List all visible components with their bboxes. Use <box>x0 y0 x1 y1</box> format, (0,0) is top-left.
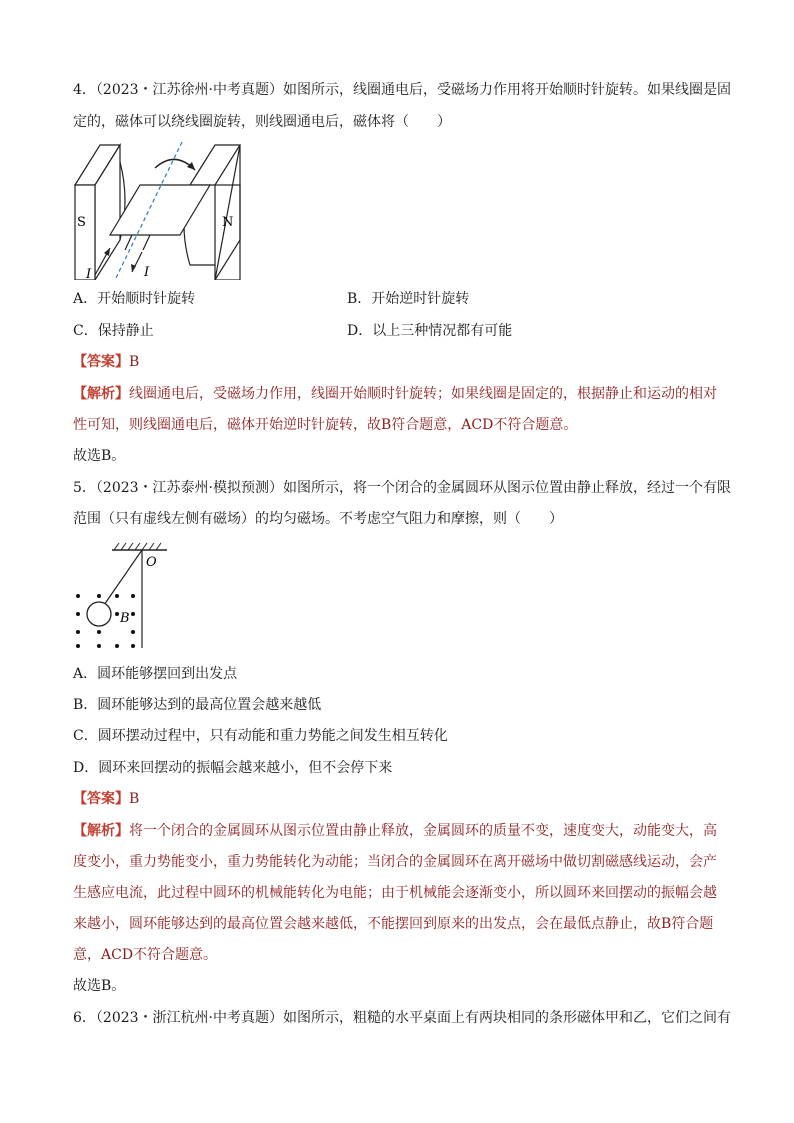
q5-stem-line-1: 5．（2023・江苏泰州·模拟预测）如图所示，将一个闭合的金属圆环从图示位置由静止释放，经过一个有限 <box>73 480 731 496</box>
q6-stem-line-1: 6．（2023・浙江杭州·中考真题）如图所示，粗糙的水平桌面上有两块相同的条形磁体甲和乙，它们之间有 <box>73 1010 731 1026</box>
q5-label-b: B <box>120 611 130 626</box>
q5-label-o: O <box>146 555 157 570</box>
q5-option-a: A．圆环能够摆回到出发点 <box>73 666 238 682</box>
q4-answer-value: B <box>129 354 140 370</box>
q5-figure-pendulum <box>70 540 170 650</box>
q4-option-b: B．开始逆时针旋转 <box>347 291 470 307</box>
q4-analysis-tag: 【解析】 <box>73 386 129 402</box>
q4-option-c: C．保持静止 <box>73 323 154 339</box>
q5-answer <box>73 789 139 809</box>
q4-label-s: S <box>77 215 86 230</box>
q4-stem-line-1: 4．（2023・江苏徐州·中考真题）如图所示，线圈通电后，受磁场力作用将开始顺时针旋转。如果线圈是固 <box>73 82 731 98</box>
q4-option-d: D．以上三种情况都有可能 <box>347 323 513 339</box>
q4-analysis-line-1 <box>73 384 717 404</box>
q5-analysis-line-1 <box>73 821 717 841</box>
q5-option-d: D．圆环来回摆动的振幅会越来越小，但不会停下来 <box>73 760 393 776</box>
q4-label-n: N <box>222 215 234 230</box>
q4-label-i-left: I <box>86 267 92 280</box>
q4-figure-motor <box>70 140 250 280</box>
q5-stem-line-2: 范围（只有虚线左侧有磁场）的均匀磁场。不考虑空气阻力和摩擦，则（ ） <box>73 511 563 527</box>
q4-analysis-line-2: 性可知，则线圈通电后，磁体开始逆时针旋转，故B符合题意，ACD不符合题意。 <box>73 417 578 433</box>
q4-label-i-right: I <box>144 265 150 280</box>
q5-analysis-line-3: 生感应电流，此过程中圆环的机械能转化为电能；由于机械能会逐渐变小，所以圆环来回摆动的振幅会越 <box>73 885 717 901</box>
q5-answer-value: B <box>129 791 140 807</box>
q5-analysis-tag: 【解析】 <box>73 823 129 839</box>
q4-conclusion: 故选B。 <box>73 448 126 464</box>
q4-answer <box>73 352 139 372</box>
q4-stem-line-2: 定的，磁体可以绕线圈旋转，则线圈通电后，磁体将（ ） <box>73 114 451 130</box>
q4-analysis-text-1: 线圈通电后，受磁场力作用，线圈开始顺时针旋转；如果线圈是固定的，根据静止和运动的相对 <box>129 386 717 402</box>
q5-answer-tag: 【答案】 <box>73 791 129 807</box>
q5-conclusion: 故选B。 <box>73 978 126 994</box>
q5-analysis-line-2: 度变小，重力势能变小，重力势能转化为动能；当闭合的金属圆环在离开磁场中做切割磁感线运动，会产 <box>73 854 717 870</box>
q5-option-c: C．圆环摆动过程中，只有动能和重力势能之间发生相互转化 <box>73 728 448 744</box>
q4-answer-tag: 【答案】 <box>73 354 129 370</box>
q5-analysis-line-5: 意，ACD不符合题意。 <box>73 947 218 963</box>
q5-analysis-line-4: 来越小，圆环能够达到的最高位置会越来越低，不能摆回到原来的出发点，会在最低点静止，故B符合题 <box>73 916 714 932</box>
q5-analysis-text-1: 将一个闭合的金属圆环从图示位置由静止释放，金属圆环的质量不变，速度变大，动能变大，高 <box>129 823 717 839</box>
q5-option-b: B．圆环能够达到的最高位置会越来越低 <box>73 697 322 713</box>
q4-option-a: A．开始顺时针旋转 <box>73 291 196 307</box>
